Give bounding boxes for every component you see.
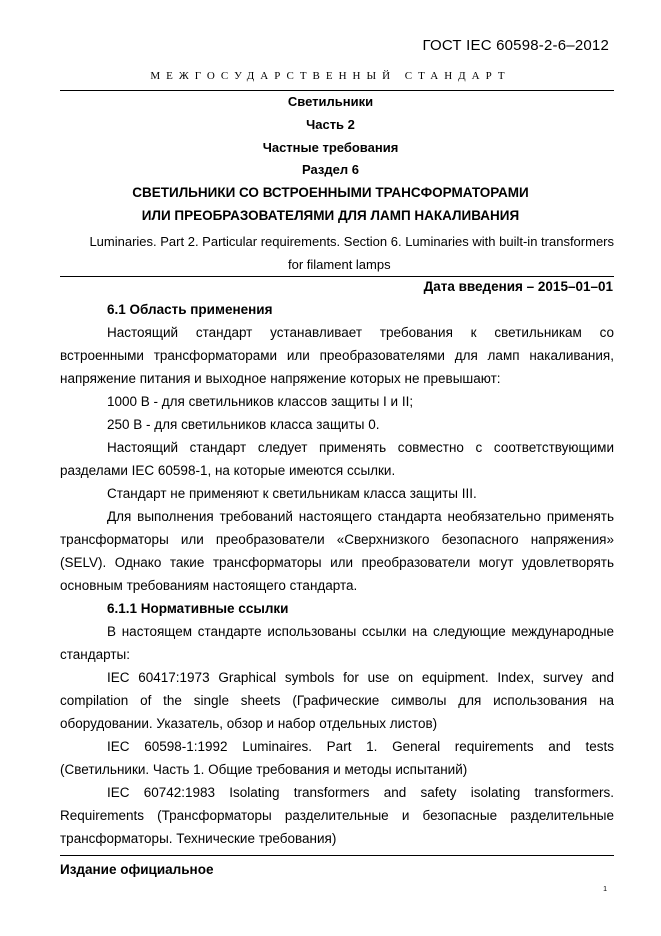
interstate-standard-label: МЕЖГОСУДАРСТВЕННЫЙ СТАНДАРТ (150, 70, 511, 82)
title-particular: Частные требования (262, 140, 399, 155)
english-title (60, 230, 614, 276)
title-part: Часть 2 (306, 117, 355, 132)
document-body (60, 298, 614, 850)
header-rule (60, 90, 614, 91)
footer-rule (60, 855, 614, 856)
title-luminaires: Светильники (287, 94, 374, 109)
title-section: Раздел 6 (302, 162, 359, 177)
paragraph: 250 В - для светильников класса защиты 0. (107, 417, 380, 432)
reference-item: IEC 60417:1973 Graphical symbols for use on equipment. Index, survey and compilation of the single sheets (Графические символы для использования на оборудовании. Указатель, обзор и набор отдельных листов) (60, 670, 614, 731)
paragraph: Для выполнения требований настоящего стандарта необязательно применять трансформаторы или преобразователи «Сверхнизкого безопасного напряжения» (SELV). Однако такие трансформаторы или преобразователи могут удовлетворять основным требованиям настоящего стандарта. (60, 509, 614, 593)
reference-item: IEC 60598-1:1992 Luminaires. Part 1. General requirements and tests (Светильники. Часть 1. Общие требования и методы испытаний) (60, 739, 614, 777)
scope-heading: 6.1 Область применения (107, 302, 273, 317)
title-main-line2: ИЛИ ПРЕОБРАЗОВАТЕЛЯМИ ДЛЯ ЛАМП НАКАЛИВАНИЯ (141, 208, 520, 223)
references-heading: 6.1.1 Нормативные ссылки (107, 601, 289, 616)
page-number: 1 (603, 886, 607, 893)
english-title-line1: Luminaries. Part 2. Particular requirements. Section 6. Luminaries with built-in transformers (89, 234, 614, 249)
english-title-line2: for filament lamps (288, 257, 391, 272)
paragraph: 1000 В - для светильников классов защиты I и II; (107, 394, 414, 409)
paragraph: Настоящий стандарт устанавливает требования к светильникам со встроенными трансформаторами или преобразователями для ламп накаливания, напряжение питания и выходное напряжение которых не превышают: (60, 325, 614, 386)
document-code: ГОСТ IEC 60598-2-6–2012 (422, 37, 609, 54)
paragraph: Стандарт не применяют к светильникам класса защиты III. (107, 486, 477, 501)
reference-item: IEC 60742:1983 Isolating transformers and safety isolating transformers. Requirements (Трансформаторы разделительные и безопасные разделительные трансформаторы. Технические требования) (60, 785, 614, 846)
intro-date: Дата введения – 2015–01–01 (423, 279, 613, 294)
paragraph: Настоящий стандарт следует применять совместно с соответствующими разделами IEC 60598-1, на которые имеются ссылки. (60, 440, 614, 478)
title-main-line1: СВЕТИЛЬНИКИ СО ВСТРОЕННЫМИ ТРАНСФОРМАТОРАМИ (132, 185, 529, 200)
paragraph: В настоящем стандарте использованы ссылки на следующие международные стандарты: (60, 624, 614, 662)
official-edition-label: Издание официальное (60, 862, 214, 877)
title-rule (60, 276, 614, 277)
